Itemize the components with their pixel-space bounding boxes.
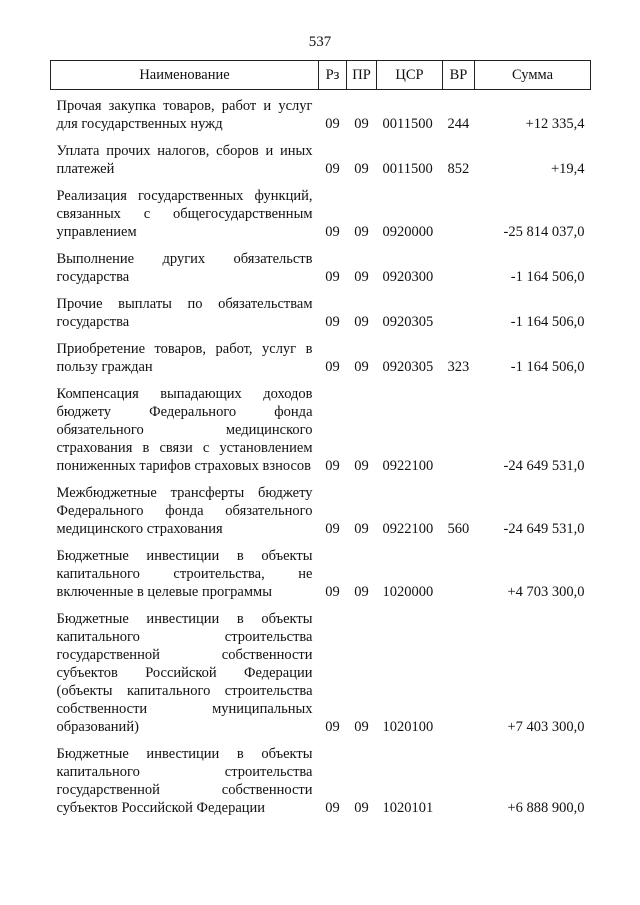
row-pr: 09 [354, 521, 369, 537]
row-pr: 09 [354, 584, 369, 600]
row-vr: 560 [447, 521, 470, 537]
table-row [51, 137, 591, 182]
row-name: Бюджетные инвестиции в объекты капитального строительства государственной собственности субъектов Российской Федерации [56, 746, 313, 816]
row-sum: -24 649 531,0 [503, 521, 585, 537]
row-vr: 852 [447, 161, 470, 177]
row-csr: 0011500 [382, 161, 433, 177]
row-rz: 09 [325, 314, 340, 330]
row-sum: -24 649 531,0 [503, 458, 585, 474]
row-vr [443, 605, 475, 740]
row-csr: 1020100 [382, 719, 434, 735]
table-row [51, 290, 591, 335]
table-row [51, 542, 591, 605]
row-csr: 0920305 [382, 314, 434, 330]
row-rz: 09 [325, 116, 340, 132]
row-sum: +4 703 300,0 [507, 584, 585, 600]
row-rz: 09 [325, 719, 340, 735]
row-csr: 0922100 [382, 458, 434, 474]
table-header-row [51, 61, 591, 90]
row-sum: -1 164 506,0 [510, 314, 585, 330]
table-row [51, 380, 591, 479]
table-row [51, 479, 591, 542]
row-name: Межбюджетные трансферты бюджету Федерального фонда обязательного медицинского страхования [56, 485, 313, 537]
table-row [51, 245, 591, 290]
header-vr: ВР [443, 61, 475, 90]
row-vr [443, 245, 475, 290]
row-pr: 09 [354, 719, 369, 735]
row-vr: 244 [447, 116, 470, 132]
row-pr: 09 [354, 359, 369, 375]
row-rz: 09 [325, 584, 340, 600]
row-vr [443, 182, 475, 245]
row-rz: 09 [325, 269, 340, 285]
row-rz: 09 [325, 521, 340, 537]
row-name: Реализация государственных функций, связанных с общегосударственным управлением [56, 188, 313, 240]
row-sum: -1 164 506,0 [510, 359, 585, 375]
row-rz: 09 [325, 161, 340, 177]
row-sum: +19,4 [550, 161, 585, 177]
row-name: Приобретение товаров, работ, услуг в пользу граждан [56, 341, 313, 375]
row-pr: 09 [354, 161, 369, 177]
row-pr: 09 [354, 314, 369, 330]
row-name: Прочая закупка товаров, работ и услуг для государственных нужд [56, 98, 313, 132]
row-name: Прочие выплаты по обязательствам государства [56, 296, 313, 330]
row-vr [443, 380, 475, 479]
row-name: Уплата прочих налогов, сборов и иных платежей [56, 143, 313, 177]
row-csr: 0920300 [382, 269, 434, 285]
row-rz: 09 [325, 458, 340, 474]
row-sum: +12 335,4 [525, 116, 585, 132]
header-rz: Рз [319, 61, 347, 90]
row-rz: 09 [325, 800, 340, 816]
row-name: Выполнение других обязательств государства [56, 251, 313, 285]
row-csr: 1020101 [382, 800, 434, 816]
row-rz: 09 [325, 359, 340, 375]
row-csr: 0011500 [382, 116, 433, 132]
row-csr: 0922100 [382, 521, 434, 537]
table-row [51, 740, 591, 821]
row-name: Компенсация выпадающих доходов бюджету Федерального фонда обязательного медицинского страхования в связи с установлением пониженных тарифов страховых взносов [56, 386, 313, 474]
row-vr [443, 740, 475, 821]
row-sum: -25 814 037,0 [503, 224, 585, 240]
row-pr: 09 [354, 800, 369, 816]
table-row [51, 605, 591, 740]
table-row [51, 90, 591, 138]
row-pr: 09 [354, 458, 369, 474]
header-csr: ЦСР [377, 61, 443, 90]
table-row [51, 182, 591, 245]
header-sum: Сумма [475, 61, 591, 90]
row-name: Бюджетные инвестиции в объекты капитального строительства государственной собственности субъектов Российской Федерации (объекты капитального строительства собственности муниципальных образований) [56, 611, 313, 735]
header-name: Наименование [51, 61, 319, 90]
row-vr: 323 [447, 359, 470, 375]
row-vr [443, 290, 475, 335]
row-pr: 09 [354, 116, 369, 132]
row-sum: +7 403 300,0 [507, 719, 585, 735]
budget-table [50, 60, 591, 821]
header-pr: ПР [347, 61, 377, 90]
row-sum: +6 888 900,0 [507, 800, 585, 816]
table-row [51, 335, 591, 380]
row-csr: 0920305 [382, 359, 434, 375]
row-csr: 1020000 [382, 584, 434, 600]
row-vr [443, 542, 475, 605]
page-number: 537 [308, 34, 332, 50]
row-name: Бюджетные инвестиции в объекты капитального строительства, не включенные в целевые программы [56, 548, 313, 600]
row-rz: 09 [325, 224, 340, 240]
row-pr: 09 [354, 269, 369, 285]
row-sum: -1 164 506,0 [510, 269, 585, 285]
row-csr: 0920000 [382, 224, 434, 240]
row-pr: 09 [354, 224, 369, 240]
